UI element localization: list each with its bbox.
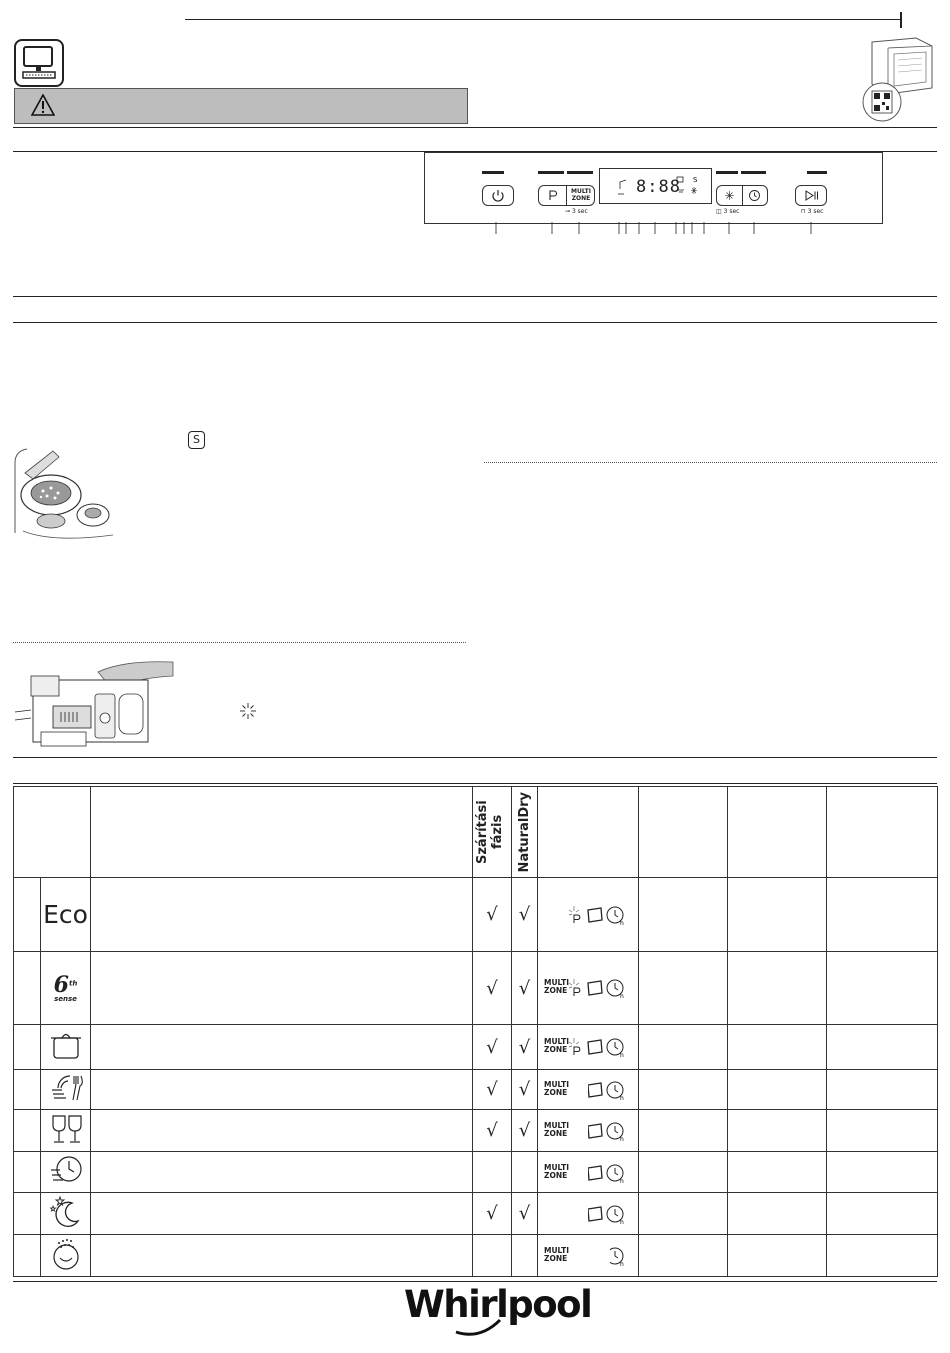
natural-dry-check: √	[512, 878, 538, 952]
drying-check: √	[473, 952, 512, 1025]
power-clean-icon	[717, 186, 742, 205]
program-icon-cell	[41, 1235, 91, 1277]
6th-sense-program-icon	[41, 971, 90, 1003]
top-rule	[185, 19, 901, 20]
row-col-7	[639, 1110, 728, 1152]
multizone-label: MULTI ZONE	[544, 978, 569, 995]
multizone-label: MULTI ZONE	[544, 1080, 569, 1097]
table-row	[14, 1235, 938, 1277]
table-row	[14, 1025, 938, 1070]
options-cell	[538, 952, 639, 1025]
row-col-7	[639, 1070, 728, 1110]
options-cell	[538, 1235, 639, 1277]
footer-rule	[13, 1281, 937, 1282]
row-col-9	[827, 878, 938, 952]
row-col-9	[827, 952, 938, 1025]
natural-dry-check: √	[512, 1070, 538, 1110]
options-cell	[538, 1070, 639, 1110]
row-number-cell	[14, 1070, 41, 1110]
row-col-8	[728, 1193, 827, 1235]
natural-dry-check: √	[512, 1110, 538, 1152]
6th-sense-number: 6	[53, 971, 69, 998]
warning-triangle-icon	[31, 94, 55, 116]
delay-start-icon	[607, 1206, 624, 1225]
night-program-icon	[48, 1195, 84, 1229]
door-small-icon: ⊓	[801, 208, 806, 215]
callout-leaders	[424, 222, 884, 236]
delay-start-icon	[607, 1165, 624, 1184]
start-pause-button[interactable]	[795, 185, 827, 206]
natural-dry-check: √	[512, 1193, 538, 1235]
program-icon-cell	[41, 1110, 91, 1152]
control-panel	[424, 152, 883, 224]
row-col-8	[728, 1235, 827, 1277]
program-description-cell	[91, 1025, 473, 1070]
tablet-icon	[588, 1166, 602, 1180]
header-options-cell	[538, 787, 639, 878]
svg-text:S: S	[693, 176, 698, 184]
header-natural-dry	[512, 787, 538, 878]
row-col-9	[827, 1152, 938, 1193]
row-col-7	[639, 1235, 728, 1277]
header-description-cell	[91, 787, 473, 878]
options-cell	[538, 1152, 639, 1193]
program-description-cell	[91, 1110, 473, 1152]
program-led-1	[538, 171, 564, 174]
multizone-label: MULTI ZONE	[544, 1246, 569, 1263]
start-hint	[801, 208, 823, 215]
row-col-9	[827, 1070, 938, 1110]
detergent-dispenser-illustration	[13, 660, 188, 752]
table-row	[14, 1070, 938, 1110]
program-description-cell	[91, 1193, 473, 1235]
row-number-cell	[14, 878, 41, 952]
option-led-1	[716, 171, 738, 174]
table-row	[14, 1110, 938, 1152]
program-description-cell	[91, 1152, 473, 1193]
row-col-8	[728, 1110, 827, 1152]
table-row	[14, 952, 938, 1025]
section-divider-1	[13, 127, 937, 128]
table-header-row	[14, 787, 938, 878]
start-hint-text: 3 sec	[807, 208, 824, 215]
svg-text:h: h	[620, 1052, 624, 1058]
power-led	[482, 171, 504, 174]
row-number-cell	[14, 1193, 41, 1235]
option-button-group	[716, 185, 768, 206]
multizone-hint	[565, 208, 588, 215]
key-lock-icon: ⊸	[565, 208, 571, 215]
svg-text:h: h	[620, 1178, 624, 1184]
drying-check: √	[473, 1025, 512, 1070]
section-divider-5	[13, 757, 937, 758]
program-description-cell	[91, 952, 473, 1025]
power-clean-icon	[569, 979, 580, 996]
natural-dry-check	[512, 1152, 538, 1193]
row-col-9	[827, 1110, 938, 1152]
row-col-9	[827, 1235, 938, 1277]
row-col-7	[639, 1025, 728, 1070]
svg-text:h: h	[620, 920, 624, 926]
6th-sense-suffix: th	[68, 979, 78, 988]
header-col-7	[639, 787, 728, 878]
salt-indicator-symbol: S	[188, 431, 205, 449]
multizone-label: MULTI ZONE	[544, 1121, 569, 1138]
monitor-icon	[14, 39, 64, 87]
whirlpool-swoosh	[450, 1300, 510, 1340]
row-col-7	[639, 1152, 728, 1193]
delay-clock-icon	[742, 186, 767, 205]
multizone-hint-text: 3 sec	[571, 208, 588, 215]
fast-wash-icon	[48, 1154, 84, 1186]
program-icon-cell	[41, 1193, 91, 1235]
natural-dry-heading: NaturalDry	[517, 791, 532, 873]
svg-text:h: h	[620, 993, 624, 999]
program-description-cell	[91, 1235, 473, 1277]
delay-start-icon	[607, 1123, 624, 1142]
natural-dry-check	[512, 1235, 538, 1277]
natural-dry-check: √	[512, 1025, 538, 1070]
section-divider-6	[13, 783, 937, 784]
delay-start-icon	[607, 907, 624, 926]
program-description-cell	[91, 878, 473, 952]
row-col-8	[728, 1070, 827, 1110]
power-icon	[483, 186, 513, 205]
row-col-9	[827, 1193, 938, 1235]
tablet-icon	[588, 1207, 602, 1221]
svg-text:h: h	[620, 1261, 624, 1267]
row-number-cell	[14, 1110, 41, 1152]
row-number-cell	[14, 1152, 41, 1193]
display-screen	[599, 168, 712, 204]
dishwasher-qr-illustration	[858, 32, 938, 127]
table-row	[14, 878, 938, 952]
drying-phase-heading: Szárítási fázis	[475, 800, 505, 864]
section-divider-4	[13, 322, 937, 323]
header-col-8	[728, 787, 827, 878]
multizone-button[interactable]: MULTI ZONE	[571, 188, 591, 202]
prewash-icon	[48, 1237, 84, 1271]
top-rule-end	[900, 12, 902, 28]
drying-check	[473, 1152, 512, 1193]
display-digits: 8:88	[636, 177, 681, 197]
options-cell	[538, 1110, 639, 1152]
start-led	[807, 171, 827, 174]
options-cell	[538, 1025, 639, 1070]
table-row	[14, 1193, 938, 1235]
program-led-2	[567, 171, 593, 174]
drying-check: √	[473, 1193, 512, 1235]
row-col-7	[639, 952, 728, 1025]
whirlpool-logo: Whirlpool	[404, 1283, 592, 1326]
tablet-small-icon: ◫	[716, 208, 722, 215]
glass-care-icon	[48, 1113, 84, 1145]
row-col-8	[728, 878, 827, 952]
eco-program-icon: Eco	[43, 900, 88, 929]
delay-start-button[interactable]	[742, 186, 767, 205]
natural-dry-check: √	[512, 952, 538, 1025]
power-clean-icon	[569, 906, 580, 923]
program-icon-cell	[41, 1152, 91, 1193]
row-number-cell	[14, 952, 41, 1025]
start-pause-icon	[796, 186, 826, 205]
svg-text:h: h	[620, 1095, 624, 1101]
options-cell	[538, 878, 639, 952]
delay-start-icon	[607, 1082, 624, 1101]
drying-check: √	[473, 878, 512, 952]
header-col-9	[827, 787, 938, 878]
programs-table	[13, 786, 938, 1277]
row-col-8	[728, 952, 827, 1025]
delay-start-icon	[607, 1039, 624, 1058]
multizone-label: MULTI ZONE	[544, 1037, 569, 1054]
tablet-icon	[588, 981, 602, 995]
program-p-icon	[539, 186, 566, 205]
option-led-2	[741, 171, 766, 174]
warning-bar	[14, 88, 468, 124]
delay-start-icon	[607, 980, 624, 999]
program-description-cell	[91, 1070, 473, 1110]
row-col-7	[639, 878, 728, 952]
drying-check: √	[473, 1110, 512, 1152]
section-divider-3	[13, 296, 937, 297]
dotted-divider-left	[13, 642, 466, 643]
program-icon-cell	[41, 952, 91, 1025]
row-col-7	[639, 1193, 728, 1235]
program-multizone-button-group	[538, 185, 595, 206]
program-icon-cell	[41, 1025, 91, 1070]
header-program-cell	[14, 787, 91, 878]
power-clean-button[interactable]	[717, 186, 743, 205]
tablet-icon	[588, 1040, 602, 1054]
program-icon-cell	[41, 1070, 91, 1110]
power-button[interactable]	[482, 185, 514, 206]
intensive-pot-icon	[49, 1029, 83, 1061]
drying-check	[473, 1235, 512, 1277]
tablet-icon	[588, 1083, 602, 1097]
multizone-label: MULTI ZONE	[544, 1163, 569, 1180]
row-col-9	[827, 1025, 938, 1070]
salt-filling-illustration	[13, 443, 133, 543]
row-number-cell	[14, 1235, 41, 1277]
tablet-icon	[588, 1124, 602, 1138]
daily-dishes-icon	[48, 1072, 84, 1104]
row-col-8	[728, 1152, 827, 1193]
header-drying-phase	[473, 787, 512, 878]
svg-text:h: h	[620, 1219, 624, 1225]
options-cell	[538, 1193, 639, 1235]
6th-sense-word: sense	[54, 994, 77, 1003]
program-icon-cell	[41, 878, 91, 952]
rinse-aid-sparkle-icon	[239, 702, 257, 720]
power-clean-icon	[569, 1038, 580, 1055]
svg-text:h: h	[620, 1136, 624, 1142]
delay-start-icon	[610, 1248, 624, 1267]
option-hint-text: 3 sec	[723, 208, 740, 215]
drying-check: √	[473, 1070, 512, 1110]
dotted-divider-right	[484, 462, 937, 463]
row-col-8	[728, 1025, 827, 1070]
table-row	[14, 1152, 938, 1193]
option-hint	[716, 208, 739, 215]
tablet-icon	[588, 908, 602, 922]
program-button[interactable]	[539, 186, 567, 205]
row-number-cell	[14, 1025, 41, 1070]
